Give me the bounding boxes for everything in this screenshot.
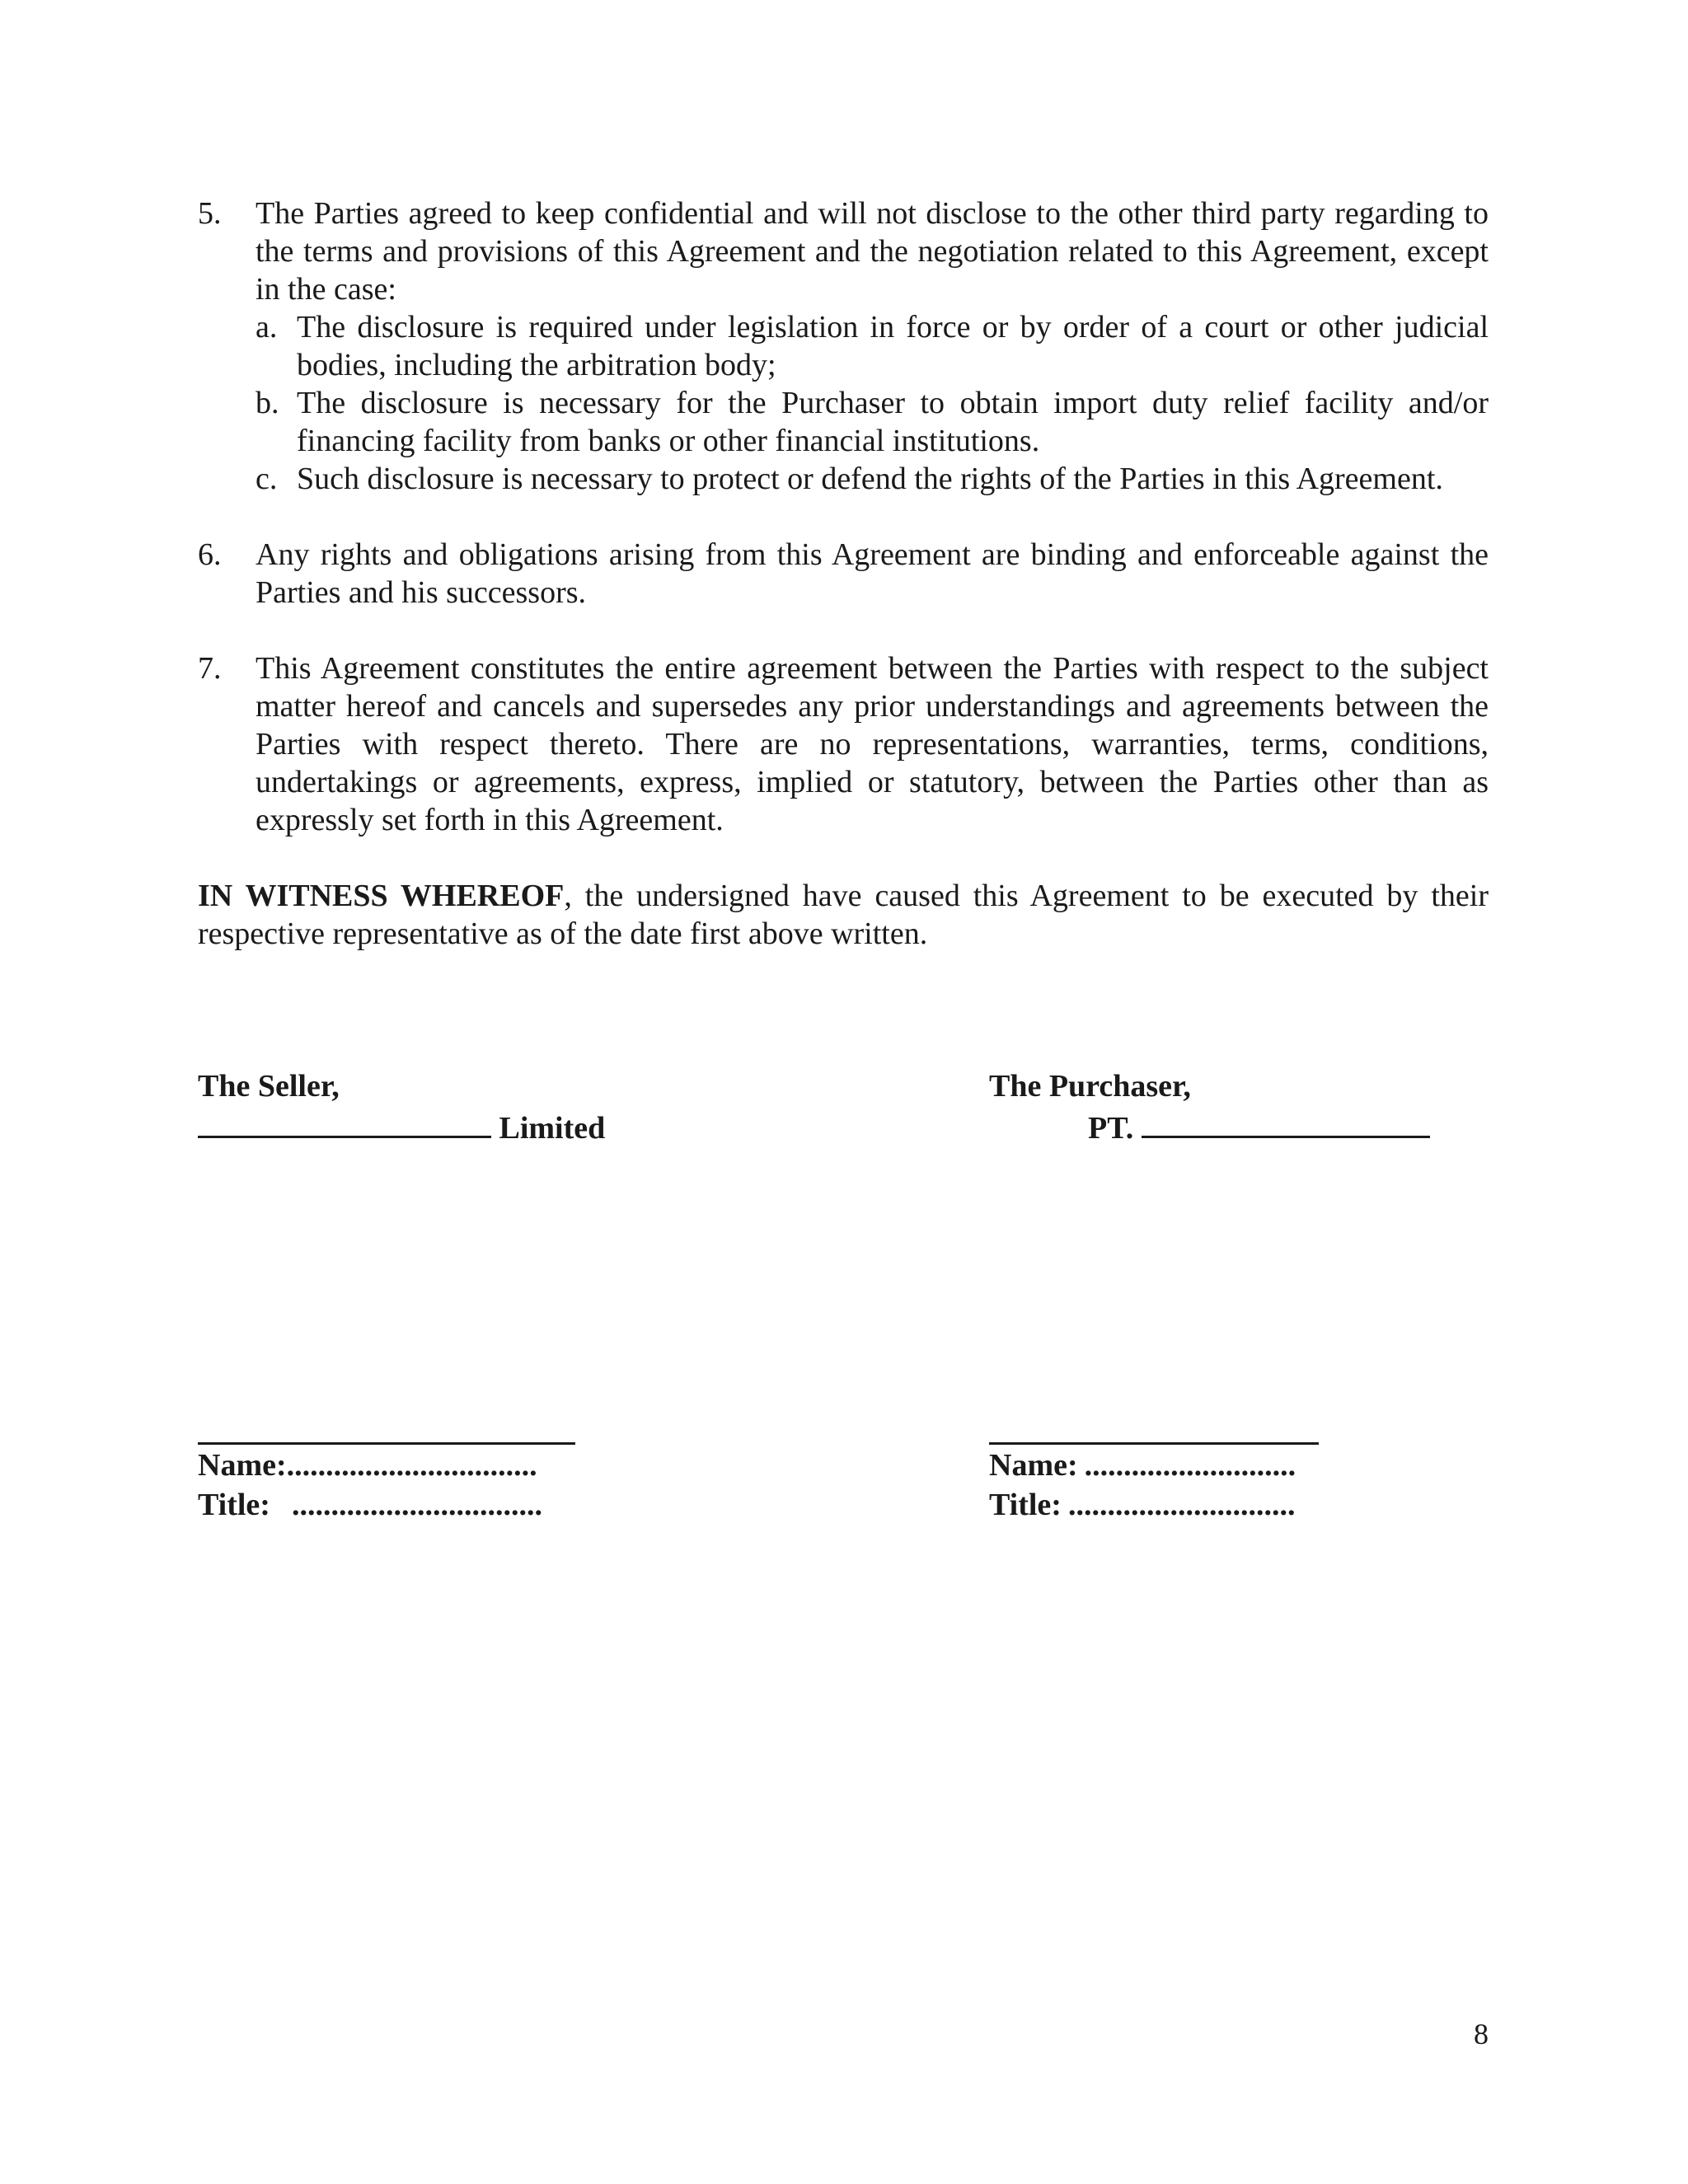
seller-signature-line <box>198 1442 575 1445</box>
item-letter: a. <box>256 310 278 344</box>
item-letter: c. <box>256 462 278 496</box>
seller-title-label: Title: <box>198 1488 270 1522</box>
purchaser-title-value: ............................. <box>1067 1488 1296 1522</box>
purchaser-name-value: ........................... <box>1084 1448 1296 1483</box>
clause-item-a <box>256 308 1489 384</box>
purchaser-title-label: Title: <box>989 1488 1062 1522</box>
clause-item-b <box>256 384 1489 460</box>
clause-number: 5. <box>198 196 222 231</box>
purchaser-block <box>989 1066 1430 1148</box>
clause-6 <box>198 536 1489 612</box>
purchaser-title-field <box>989 1485 1295 1525</box>
seller-name-label: Name: <box>198 1448 287 1483</box>
purchaser-signature-line <box>989 1442 1319 1445</box>
item-text: The disclosure is required under legislation in force or by order of a court or other judicial bodies, including the arbitration body; <box>297 310 1489 382</box>
clause-text: Any rights and obligations arising from this Agreement are binding and enforceable against the Parties and his successors. <box>256 537 1489 610</box>
item-letter: b. <box>256 386 279 420</box>
purchaser-heading: The Purchaser, <box>989 1069 1191 1104</box>
purchaser-company <box>989 1106 1430 1148</box>
seller-company-blank <box>198 1106 491 1138</box>
purchaser-company-blank <box>1142 1106 1430 1138</box>
seller-name-value: ................................ <box>286 1448 537 1483</box>
clause-item-c <box>256 460 1489 498</box>
item-text: Such disclosure is necessary to protect or defend the rights of the Parties in this Agreement. <box>297 462 1443 496</box>
seller-heading: The Seller, <box>198 1069 340 1104</box>
item-text: The disclosure is necessary for the Purchaser to obtain import duty relief facility and/or financing facility from banks or other financial institutions. <box>297 386 1489 458</box>
seller-company <box>198 1106 605 1148</box>
purchaser-company-prefix: PT. <box>1088 1111 1134 1146</box>
seller-title-value: ................................ <box>291 1488 542 1522</box>
clause-text: This Agreement constitutes the entire agreement between the Parties with respect to the subject matter hereof and cancels and supersedes any prior understandings and agreements between the Parties with respect thereto. There are no representations, warranties, terms, conditions, undertakings or agreements, express, implied or statutory, between the Parties other than as expressly set forth in this Agreement. <box>256 651 1489 837</box>
seller-block <box>198 1066 605 1148</box>
seller-company-suffix: Limited <box>499 1111 606 1146</box>
clause-5 <box>198 194 1489 498</box>
clause-7 <box>198 649 1489 839</box>
clause-number: 6. <box>198 537 222 572</box>
clause-number: 7. <box>198 651 222 686</box>
witness-heading: IN WITNESS WHEREOF <box>198 879 565 913</box>
purchaser-name-field <box>989 1446 1296 1485</box>
clause-text: The Parties agreed to keep confidential and will not disclose to the other third party regarding to the terms and provisions of this Agreement and the negotiation related to this Agreement, except in the case: <box>256 196 1489 307</box>
witness-text: , the undersigned have caused this Agreement to be executed by their respective representative as of the date first above written. <box>198 879 1489 951</box>
seller-name-field <box>198 1446 537 1485</box>
page-number: 8 <box>1474 2018 1489 2050</box>
purchaser-name-label: Name: <box>989 1448 1078 1483</box>
witness-paragraph <box>198 877 1489 953</box>
agreement-body <box>198 194 1489 953</box>
seller-title-field <box>198 1485 542 1525</box>
clause-body <box>256 194 1489 498</box>
